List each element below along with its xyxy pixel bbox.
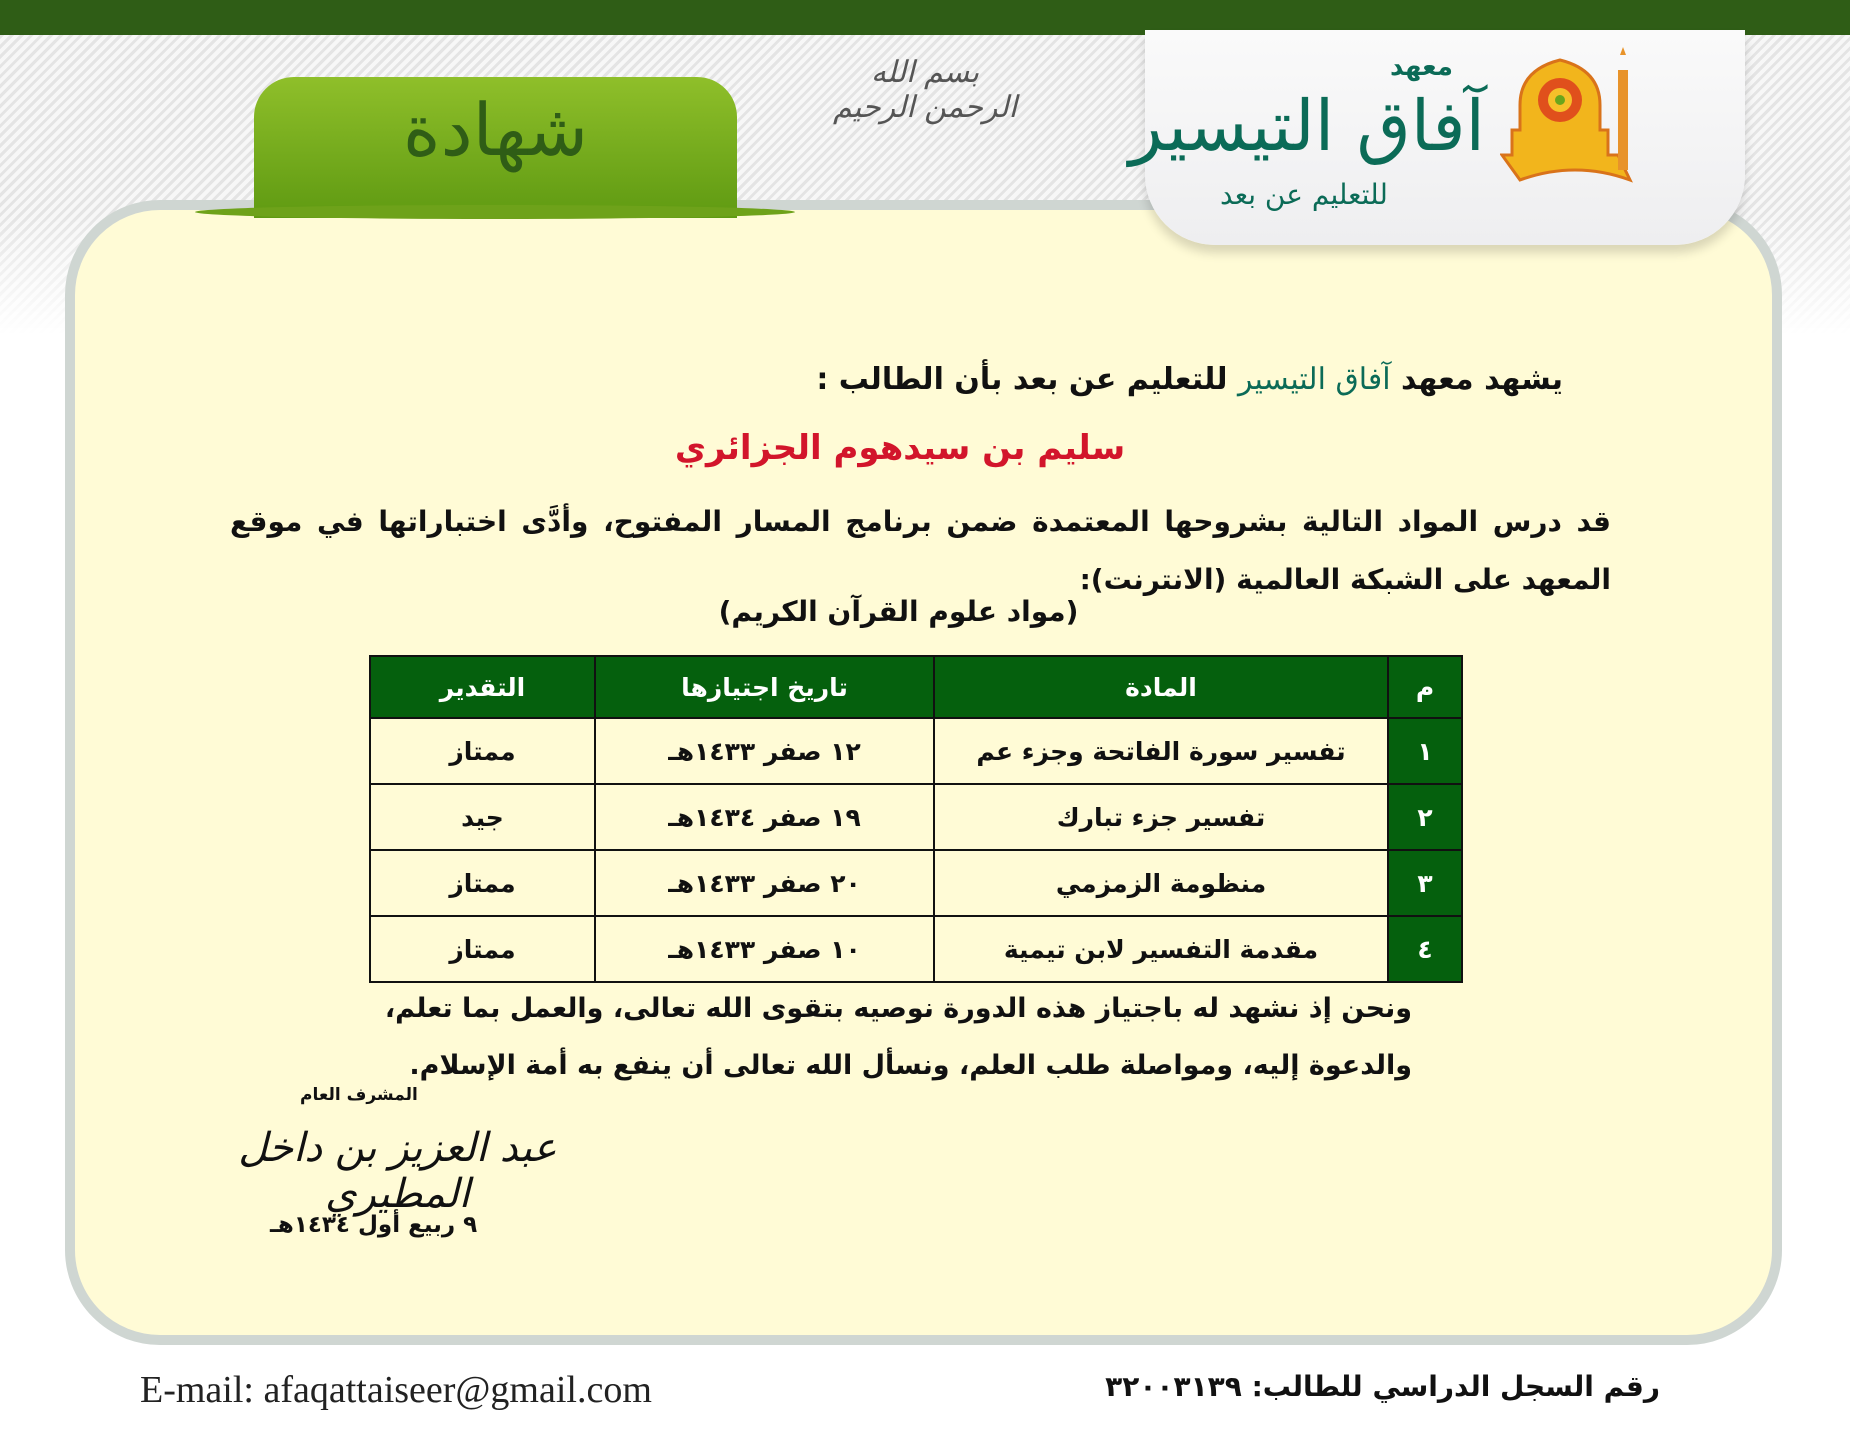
table-row bbox=[370, 850, 1462, 916]
supervisor-title: المشرف العام bbox=[300, 1085, 418, 1105]
row-number: ٤ bbox=[1388, 916, 1462, 982]
table-header-row bbox=[370, 656, 1462, 718]
closing-text bbox=[312, 980, 1412, 1094]
supervisor-signature: عبد العزيز بن داخل المطيري bbox=[238, 1125, 557, 1217]
student-name: سليم بن سيدهوم الجزائري bbox=[674, 428, 1126, 468]
header-subject: المادة bbox=[934, 656, 1388, 718]
row-date: ١٩ صفر ١٤٣٤هـ bbox=[595, 784, 934, 850]
row-grade: جيد bbox=[370, 784, 595, 850]
subject-group: (مواد علوم القرآن الكريم) bbox=[718, 595, 1079, 628]
header-date: تاريخ اجتيازها bbox=[595, 656, 934, 718]
row-subject: تفسير سورة الفاتحة وجزء عم bbox=[934, 718, 1388, 784]
row-subject: مقدمة التفسير لابن تيمية bbox=[934, 916, 1388, 982]
row-date: ١٢ صفر ١٤٣٣هـ bbox=[595, 718, 934, 784]
row-grade: ممتاز bbox=[370, 850, 595, 916]
intro-line bbox=[816, 362, 1563, 397]
logo-name: آفاق التيسير bbox=[1128, 85, 1485, 167]
logo-subtitle: للتعليم عن بعد bbox=[1220, 178, 1388, 211]
row-grade: ممتاز bbox=[370, 916, 595, 982]
logo-prefix: معهد bbox=[1390, 52, 1453, 82]
table-row bbox=[370, 784, 1462, 850]
header-grade: التقدير bbox=[370, 656, 595, 718]
intro-before: يشهد معهد bbox=[1400, 362, 1563, 397]
intro-after: للتعليم عن بعد بأن الطالب : bbox=[816, 362, 1228, 397]
row-number: ١ bbox=[1388, 718, 1462, 784]
table-row bbox=[370, 718, 1462, 784]
row-subject: تفسير جزء تبارك bbox=[934, 784, 1388, 850]
footer-email: E-mail: afaqattaiseer@gmail.com bbox=[140, 1369, 652, 1411]
mosque-logo-icon bbox=[1500, 45, 1650, 185]
student-registration-number: رقم السجل الدراسي للطالب: ٣٢٠٠٣١٣٩ bbox=[1105, 1370, 1660, 1403]
closing-line-1: ونحن إذ نشهد له باجتياز هذه الدورة نوصيه بتقوى الله تعالى، والعمل بما تعلم، bbox=[384, 993, 1412, 1024]
subjects-table bbox=[369, 655, 1463, 983]
row-date: ١٠ صفر ١٤٣٣هـ bbox=[595, 916, 934, 982]
row-number: ٢ bbox=[1388, 784, 1462, 850]
row-subject: منظومة الزمزمي bbox=[934, 850, 1388, 916]
study-paragraph: قد درس المواد التالية بشروحها المعتمدة ضمن برنامج المسار المفتوح، وأدَّى اختباراتها في موقع المعهد على الشبكة العالمية (الانترنت): bbox=[230, 505, 1611, 596]
header-number: م bbox=[1388, 656, 1462, 718]
table-row bbox=[370, 916, 1462, 982]
row-date: ٢٠ صفر ١٤٣٣هـ bbox=[595, 850, 934, 916]
signature-date: ٩ ربيع أول ١٤٣٤هـ bbox=[270, 1212, 478, 1238]
basmala: بسم الله الرحمن الرحيم bbox=[833, 55, 1017, 125]
row-grade: ممتاز bbox=[370, 718, 595, 784]
intro-institute: آفاق التيسير bbox=[1237, 362, 1391, 397]
certificate-title: شهادة bbox=[402, 88, 589, 172]
closing-line-2: والدعوة إليه، ومواصلة طلب العلم، ونسأل الله تعالى أن ينفع به أمة الإسلام. bbox=[409, 1050, 1412, 1081]
row-number: ٣ bbox=[1388, 850, 1462, 916]
title-tab-base bbox=[195, 205, 795, 219]
